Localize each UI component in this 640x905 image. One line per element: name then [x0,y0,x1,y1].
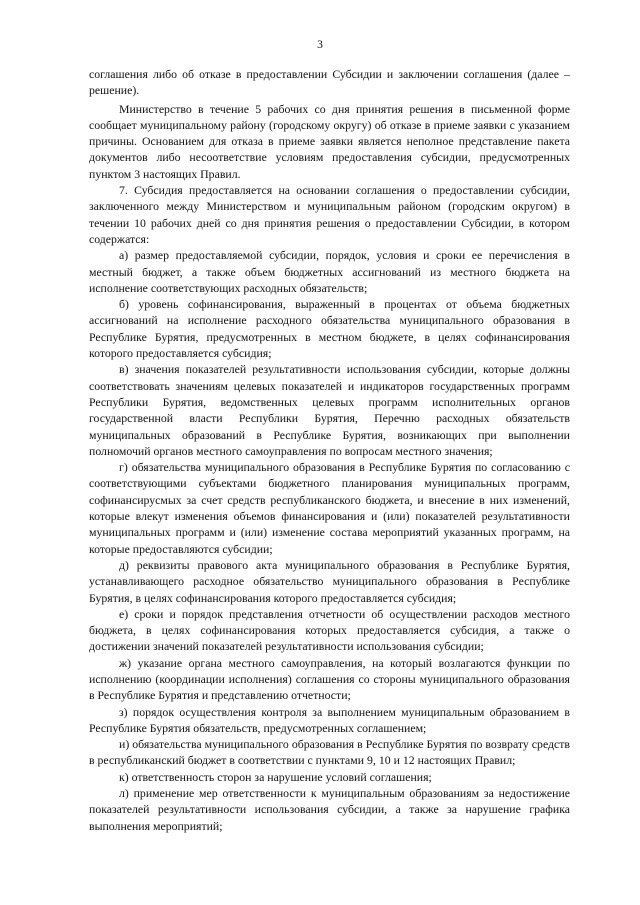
paragraph-refusal-notice: Министерство в течение 5 рабочих со дня принятия решения в письменной форме сообщает муниципальному району (городскому округу) об отказе в приеме заявки с указанием причины. Основанием для отказа в приеме заявки является неполное представление пакета документов либо несоответствие условиям предоставления субсидии, предусмотренных пунктом 3 настоящих Правил. [89,101,570,181]
list-item-zh: ж) указание органа местного самоуправления, на который возлагаются функции по исполнению (координации исполнения) соглашения со стороны муниципального образования в Республике Бурятия и представлению отчетности; [89,655,570,703]
list-item-l: л) применение мер ответственности к муниципальным образованиям за недостижение показателей результативности использования субсидии, а также за нарушение графика выполнения мероприятий; [89,786,570,833]
page-number: 3 [317,39,323,51]
list-item-a: а) размер предоставляемой субсидии, порядок, условия и сроки ее перечисления в местный бюджет, а также объем бюджетных ассигнований из местного бюджета на исполнение соответствующих расходных обязательств; [89,248,570,295]
list-item-g: г) обязательства муниципального образования в Республике Бурятия по согласованию с соответствующими субъектами бюджетного планирования муниципальных программ, софинансирусмых за счет средств республиканского бюджета, и внесение в них изменений, которые влекут изменения объемов финансирования и (или) показателей результативности муниципальных программ и (или) изменение состава мероприятий указанных программ, на которые предоставляются субсидии; [89,460,570,556]
document-body [89,66,570,834]
paragraph-continuation: соглашения либо об отказе в предоставлении Субсидии и заключении соглашения (далее – решение). [89,67,570,98]
paragraph-clause-7: 7. Субсидия предоставляется на основании соглашения о предоставлении субсидии, заключенного между Министерством и муниципальным районом (городским округом) в течении 10 рабочих дней со дня принятия решения о предоставлении Субсидии, в котором содержатся: [89,183,570,246]
list-item-k: к) ответственность сторон за нарушение условий соглашения; [119,769,432,784]
list-item-b: б) уровень софинансирования, выраженный в процентах от объема бюджетных ассигнований на исполнение расходного обязательства муниципального образования в Республике Бурятия, предусмотренных в местном бюджете, в целях софинансирования которого предоставляется субсидия; [89,297,570,361]
list-item-z: з) порядок осуществления контроля за выполнением муниципальным образованием в Республике Бурятия обязательств, предусмотренных соглашением; [89,704,570,735]
list-item-e: е) сроки и порядок представления отчетности об осуществлении расходов местного бюджета, в целях софинансирования которых предоставляется субсидия, а также о достижении значений показателей результативности использования субсидии; [89,606,570,654]
list-item-i: и) обязательства муниципального образования в Республике Бурятия по возврату средств в республиканский бюджет в соответствии с пунктами 9, 10 и 12 настоящих Правил; [89,737,570,768]
list-item-d: д) реквизиты правового акта муниципального образования в Республике Бурятия, устанавливающего расходное обязательство муниципального образования в Республике Бурятия, в целях софинансирования которого предоставляется субсидия; [89,557,570,605]
list-item-v: в) значения показателей результативности использования субсидии, которые должны соответствовать значениям целевых показателей и индикаторов государственных программ Республики Бурятия, ведомственных целевых программ исполнительных органов государственной власти Республики Бурятия, Перечню расходных обязательств муниципальных образований в Республике Бурятия, возникающих при выполнении полномочий органов местного самоуправления по вопросам местного значения; [89,362,570,458]
